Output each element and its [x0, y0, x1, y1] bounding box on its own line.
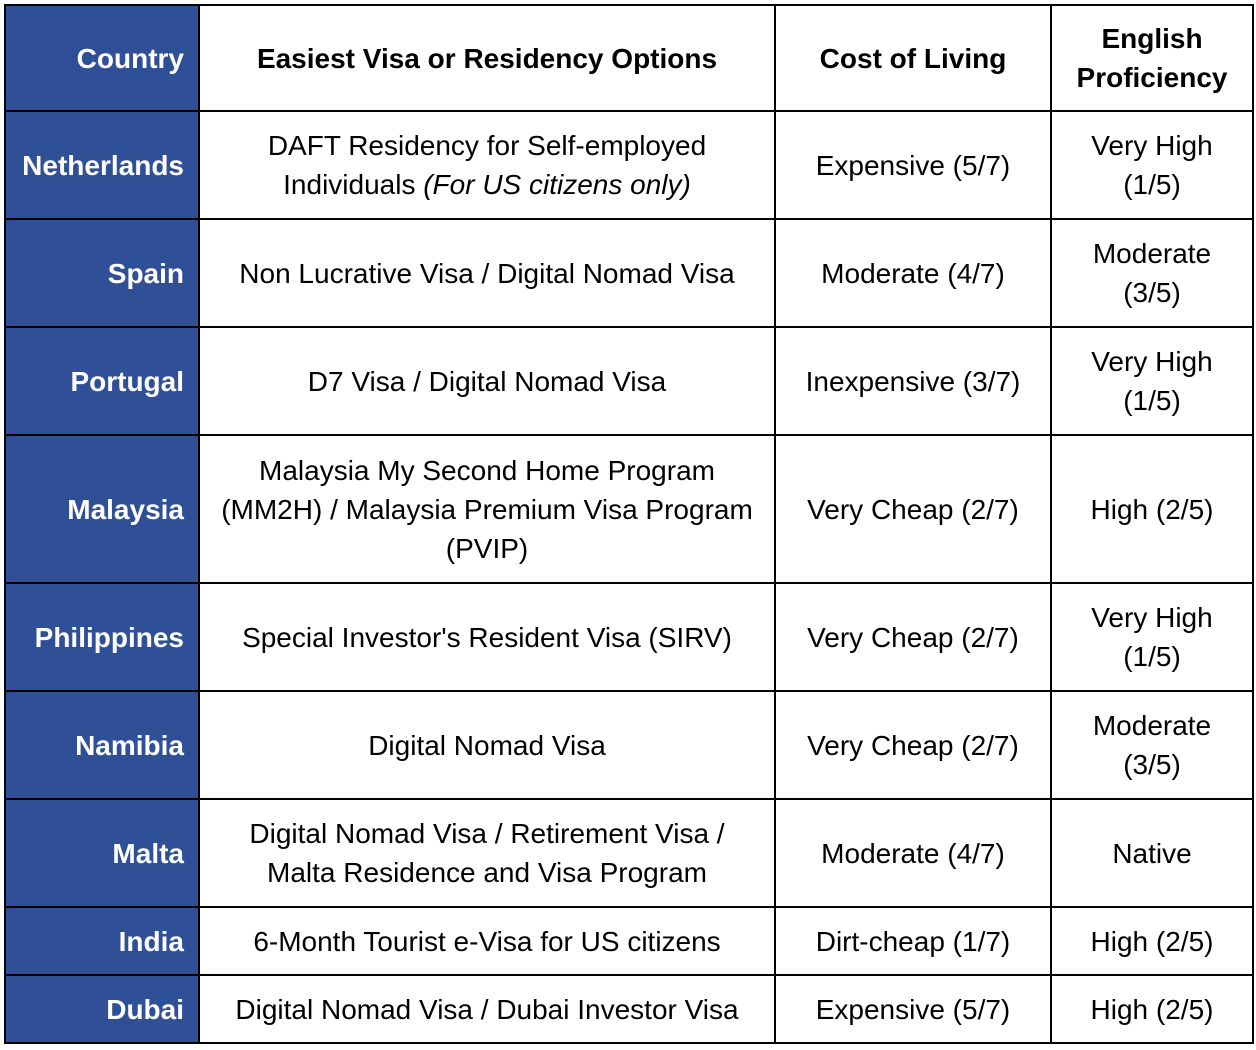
- visa-cell: Digital Nomad Visa / Dubai Investor Visa: [199, 975, 775, 1043]
- visa-cell: Digital Nomad Visa: [199, 691, 775, 799]
- cost-cell: Very Cheap (2/7): [775, 691, 1051, 799]
- visa-comparison-table: [4, 4, 1254, 1044]
- header-english-proficiency: English Proficiency: [1051, 5, 1253, 111]
- visa-cell: Digital Nomad Visa / Retirement Visa / Malta Residence and Visa Program: [199, 799, 775, 907]
- visa-text: DAFT Residency for Self-employed Individuals: [267, 130, 707, 200]
- country-cell: Dubai: [5, 975, 199, 1043]
- country-cell: Spain: [5, 219, 199, 327]
- table-row-dubai: [5, 975, 1253, 1043]
- cost-cell: Moderate (4/7): [775, 799, 1051, 907]
- english-cell: Native: [1051, 799, 1253, 907]
- visa-cell: Non Lucrative Visa / Digital Nomad Visa: [199, 219, 775, 327]
- cost-cell: Very Cheap (2/7): [775, 435, 1051, 583]
- english-cell: Moderate (3/5): [1051, 219, 1253, 327]
- header-cost-of-living: Cost of Living: [775, 5, 1051, 111]
- visa-cell: Special Investor's Resident Visa (SIRV): [199, 583, 775, 691]
- country-cell: Malta: [5, 799, 199, 907]
- visa-cell: [199, 111, 775, 219]
- cost-cell: Inexpensive (3/7): [775, 327, 1051, 435]
- header-country: Country: [5, 5, 199, 111]
- country-cell: Portugal: [5, 327, 199, 435]
- visa-note: (For US citizens only): [423, 169, 691, 200]
- country-cell: Netherlands: [5, 111, 199, 219]
- cost-cell: Expensive (5/7): [775, 975, 1051, 1043]
- cost-cell: Very Cheap (2/7): [775, 583, 1051, 691]
- visa-comparison-table-container: [4, 4, 1252, 1044]
- table-header-row: [5, 5, 1253, 111]
- table-row-india: [5, 907, 1253, 975]
- cost-cell: Moderate (4/7): [775, 219, 1051, 327]
- country-cell: Philippines: [5, 583, 199, 691]
- cost-cell: Expensive (5/7): [775, 111, 1051, 219]
- english-cell: High (2/5): [1051, 435, 1253, 583]
- english-cell: Moderate (3/5): [1051, 691, 1253, 799]
- english-cell: Very High (1/5): [1051, 327, 1253, 435]
- english-cell: High (2/5): [1051, 907, 1253, 975]
- header-visa-options: Easiest Visa or Residency Options: [199, 5, 775, 111]
- english-cell: High (2/5): [1051, 975, 1253, 1043]
- cost-cell: Dirt-cheap (1/7): [775, 907, 1051, 975]
- english-cell: Very High (1/5): [1051, 583, 1253, 691]
- visa-cell: Malaysia My Second Home Program (MM2H) / Malaysia Premium Visa Program (PVIP): [199, 435, 775, 583]
- table-row-namibia: [5, 691, 1253, 799]
- visa-cell: 6-Month Tourist e-Visa for US citizens: [199, 907, 775, 975]
- table-row-portugal: [5, 327, 1253, 435]
- visa-cell: D7 Visa / Digital Nomad Visa: [199, 327, 775, 435]
- table-row-spain: [5, 219, 1253, 327]
- table-row-malta: [5, 799, 1253, 907]
- table-row-malaysia: [5, 435, 1253, 583]
- table-row-netherlands: [5, 111, 1253, 219]
- english-cell: Very High (1/5): [1051, 111, 1253, 219]
- country-cell: Malaysia: [5, 435, 199, 583]
- country-cell: Namibia: [5, 691, 199, 799]
- table-row-philippines: [5, 583, 1253, 691]
- country-cell: India: [5, 907, 199, 975]
